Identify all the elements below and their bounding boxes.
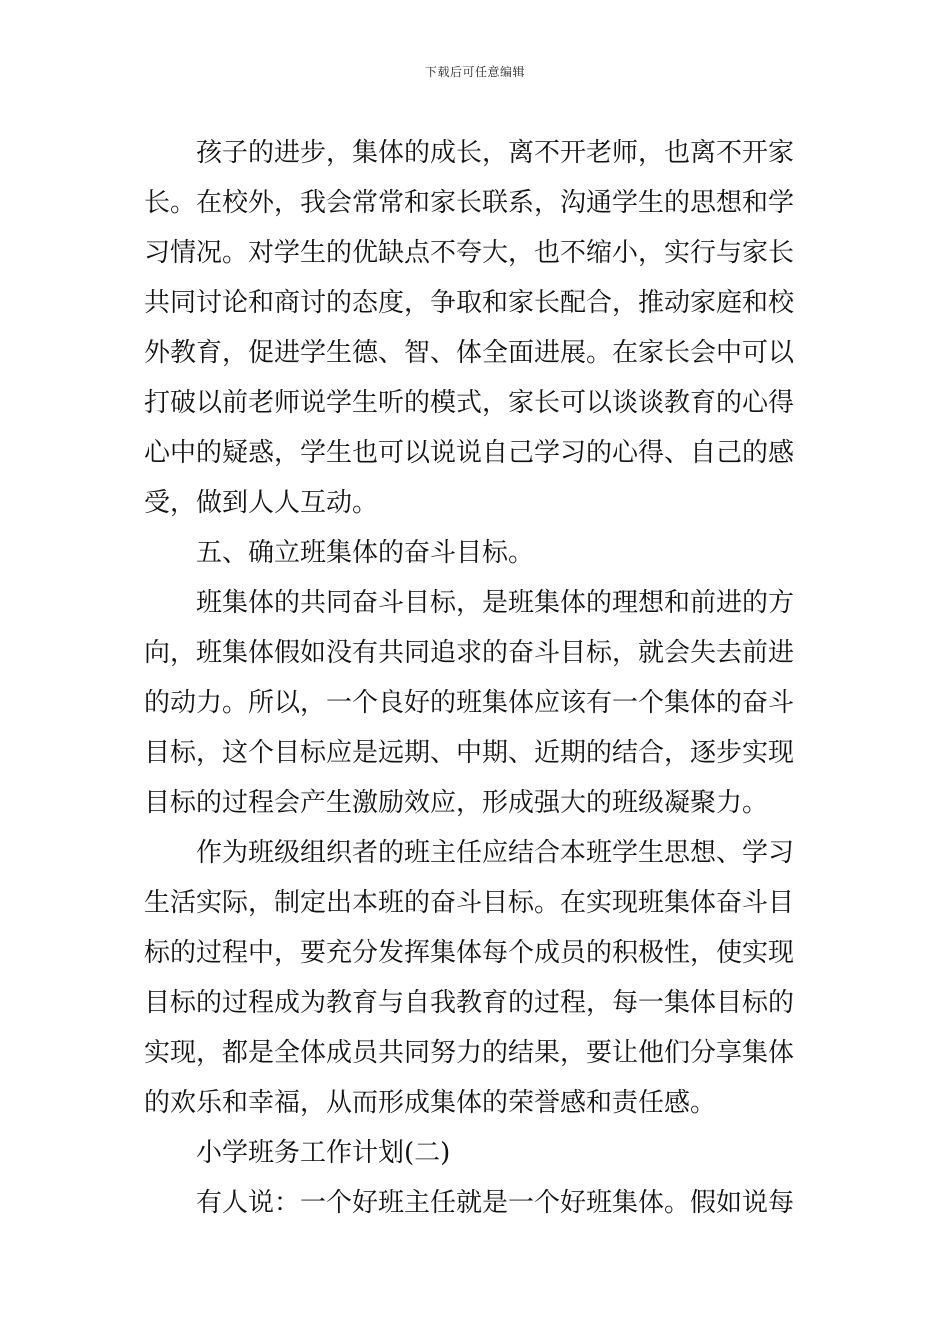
- text-line: 心中的疑惑，学生也可以说说自己学习的心得、自己的感: [144, 438, 795, 468]
- text-line: 目标的过程会产生激励效应，形成强大的班级凝聚力。: [144, 788, 769, 818]
- text-line: 孩子的进步，集体的成长，离不开老师，也离不开家: [196, 138, 795, 168]
- text-line: 的动力。所以，一个良好的班集体应该有一个集体的奋斗: [144, 688, 795, 718]
- text-line: 有人说：一个好班主任就是一个好班集体。假如说每: [196, 1188, 795, 1218]
- text-line: 的欢乐和幸福，从而形成集体的荣誉感和责任感。: [144, 1088, 717, 1118]
- text-line: 打破以前老师说学生听的模式，家长可以谈谈教育的心得: [144, 388, 795, 418]
- document-body: [144, 128, 808, 1228]
- page-header: 下载后可任意编辑: [424, 65, 525, 79]
- text-line: 长。在校外，我会常常和家长联系，沟通学生的思想和学: [144, 188, 795, 218]
- text-line: 生活实际，制定出本班的奋斗目标。在实现班集体奋斗目: [144, 888, 795, 918]
- text-line: 班集体的共同奋斗目标，是班集体的理想和前进的方: [196, 588, 795, 618]
- text-line: 作为班级组织者的班主任应结合本班学生思想、学习: [196, 838, 795, 868]
- section-heading: 五、确立班集体的奋斗目标。: [196, 538, 535, 568]
- text-line: 目标，这个目标应是远期、中期、近期的结合，逐步实现: [144, 738, 795, 768]
- text-line: 向，班集体假如没有共同追求的奋斗目标，就会失去前进: [144, 638, 795, 668]
- text-line: 实现，都是全体成员共同努力的结果，要让他们分享集体: [144, 1038, 795, 1068]
- text-line: 习情况。对学生的优缺点不夸大，也不缩小，实行与家长: [144, 238, 795, 268]
- text-line: 目标的过程成为教育与自我教育的过程，每一集体目标的: [144, 988, 795, 1018]
- text-line: 标的过程中，要充分发挥集体每个成员的积极性，使实现: [144, 938, 795, 968]
- section-title: 小学班务工作计划(二): [196, 1138, 451, 1168]
- text-line: 外教育，促进学生德、智、体全面进展。在家长会中可以: [144, 338, 795, 368]
- text-line: 共同讨论和商讨的态度，争取和家长配合，推动家庭和校: [144, 288, 795, 318]
- text-line: 受，做到人人互动。: [144, 488, 379, 518]
